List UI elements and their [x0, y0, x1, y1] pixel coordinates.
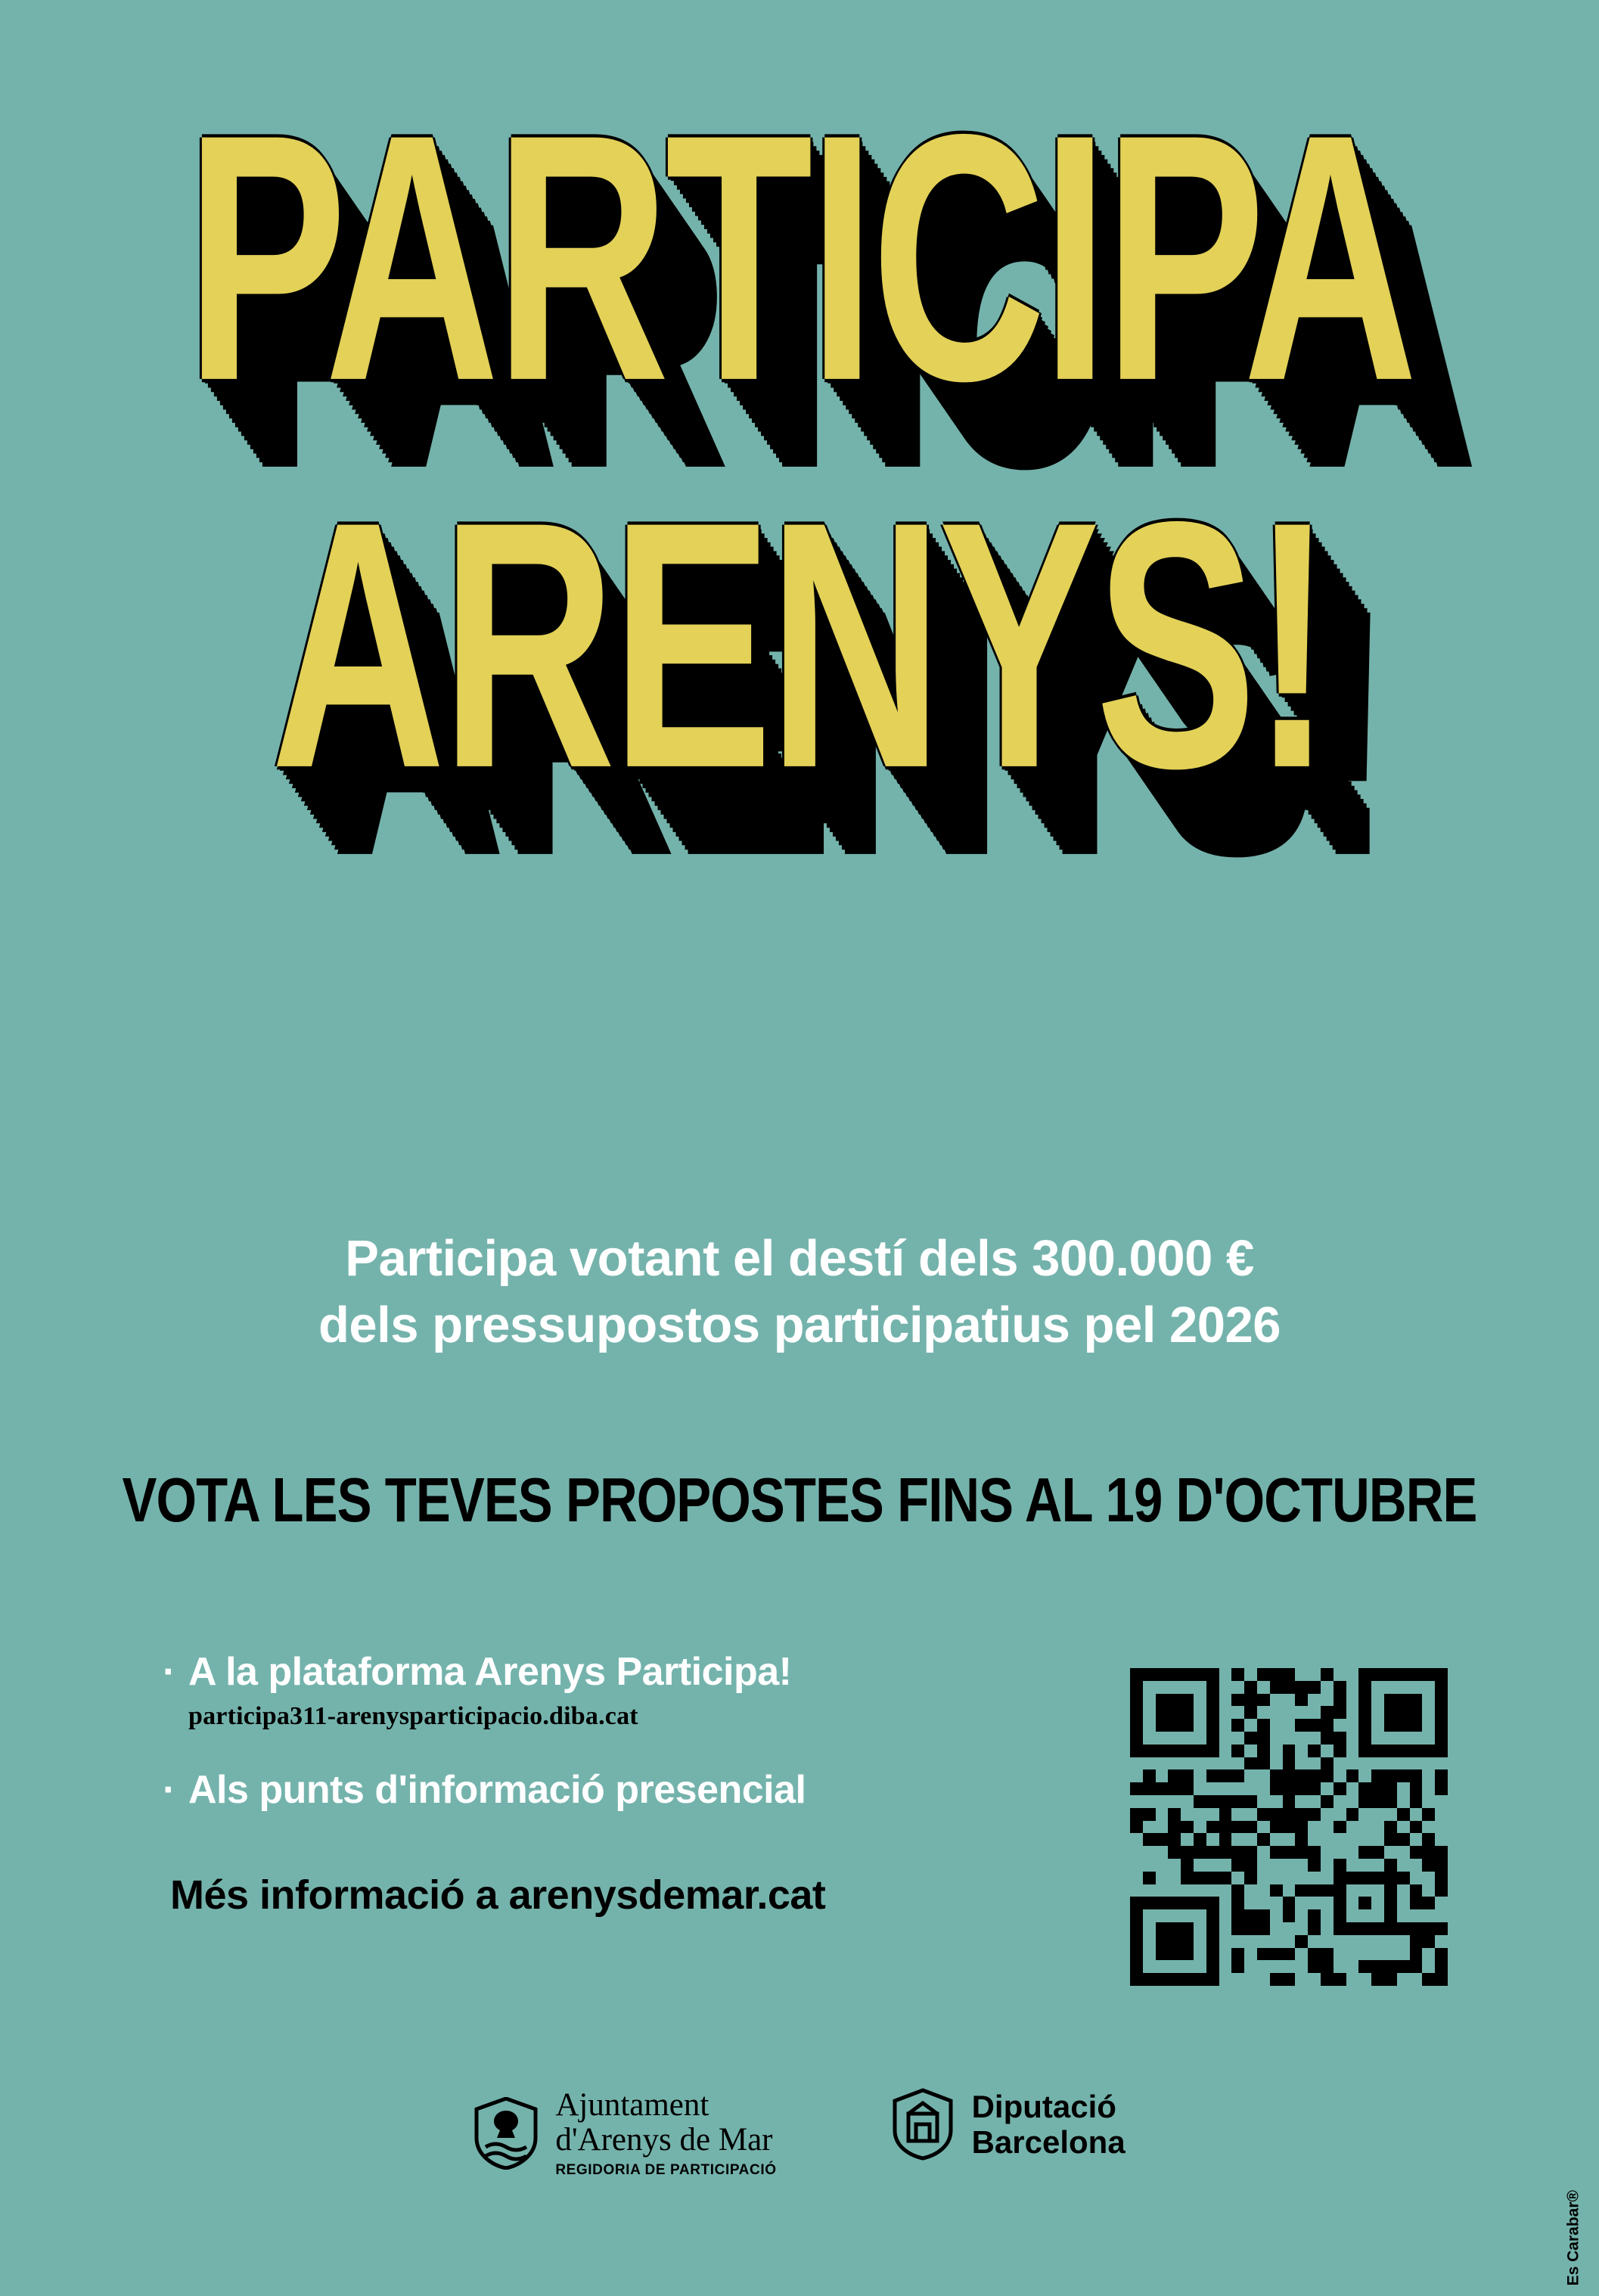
logo-diputacio-barcelona	[890, 2088, 1126, 2161]
more-info-line[interactable]: Més informació a arenysdemar.cat	[170, 1872, 826, 1918]
list-item	[163, 1649, 1116, 1695]
deadline-banner: VOTA LES TEVES PROPOSTES FINS AL 19 D'OCTUBRE	[122, 1465, 1477, 1535]
subhead-line-2: dels pressupostos participatius pel 2026	[318, 1297, 1281, 1354]
platform-url[interactable]: participa311-arenysparticipacio.diba.cat	[188, 1702, 638, 1730]
qr-code-matrix	[1130, 1668, 1448, 1986]
logo-subtitle: REGIDORIA DE PARTICIPACIÓ	[555, 2162, 777, 2179]
logo-line-2: Barcelona	[971, 2124, 1126, 2160]
headline-line-2: ARENYS!	[270, 448, 1329, 841]
footer-logos	[0, 2088, 1599, 2179]
logo-ajuntament-arenys-de-mar	[473, 2088, 776, 2179]
bullet-label-platform: A la plataforma Arenys Participa!	[188, 1650, 792, 1694]
designer-credit: Es Carabar®	[1564, 2190, 1582, 2286]
logo-line-1: Diputació	[971, 2088, 1116, 2124]
subhead-line-1: Participa votant el destí dels 300.000 €	[345, 1230, 1254, 1287]
poster-headline	[0, 61, 1599, 841]
poster-subhead	[0, 1226, 1599, 1359]
arenys-de-mar-crest-icon	[473, 2097, 539, 2170]
bullet-dot-icon: ·	[163, 1650, 175, 1694]
bullet-label-presencial: Als punts d'informació presencial	[188, 1768, 806, 1812]
list-item	[163, 1767, 1116, 1813]
headline-line-1: PARTICIPA	[185, 61, 1414, 454]
diputacio-barcelona-crest-icon	[890, 2088, 955, 2161]
qr-code[interactable]	[1130, 1668, 1448, 1986]
bullet-dot-icon: ·	[163, 1768, 175, 1812]
logo-line-2: d'Arenys de Mar	[555, 2121, 773, 2158]
logo-line-1: Ajuntament	[555, 2087, 709, 2123]
info-list	[163, 1649, 1116, 1919]
